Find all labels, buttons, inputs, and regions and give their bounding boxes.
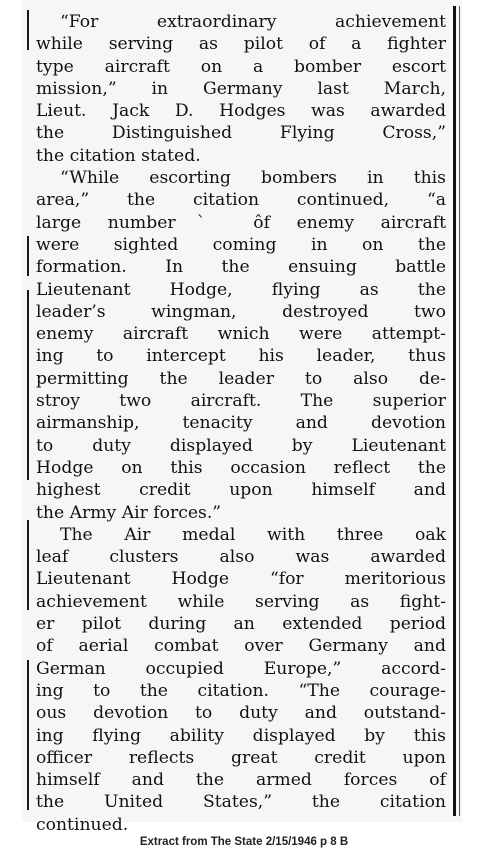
article-line: ing to intercept his leader, thus [36, 346, 446, 367]
article-line: the Distinguished Flying Cross,” [36, 123, 446, 144]
article-line: to duty displayed by Lieutenant [36, 435, 446, 456]
column-rule-left [27, 10, 29, 50]
article-line: the citation stated. [36, 145, 201, 166]
article-body [36, 11, 446, 836]
source-caption: Extract from The State 2/15/1946 p 8 B [139, 836, 349, 848]
column-rule-left [27, 290, 29, 480]
article-line: “For extraordinary achievement [60, 12, 446, 32]
article-line: continued. [36, 814, 129, 835]
article-line: of aerial combat over Germany and [36, 636, 446, 657]
column-rule-left [27, 520, 29, 610]
column-rule-right-thin [459, 6, 460, 816]
article-line: leaf clusters also was awarded [36, 547, 446, 568]
article-line: achievement while serving as fight- [36, 591, 446, 612]
article-line: were sighted coming in on the [36, 234, 446, 255]
article-line: ous devotion to duty and outstand- [36, 703, 446, 724]
article-line: ing to the citation. “The courage- [36, 680, 446, 701]
article-line: type aircraft on a bomber escort [36, 56, 446, 77]
article-line: large numberˋ ôf enemy aircraft [36, 212, 446, 233]
article-line: ing flying ability displayed by this [36, 725, 446, 746]
article-line: German occupied Europe,” accord- [36, 658, 446, 679]
article-line: airmanship, tenacity and devotion [36, 413, 446, 434]
article-line: officer reflects great credit upon [36, 747, 446, 768]
article-line: the United States,” the citation [36, 792, 446, 813]
article-line: Hodge on this occasion reflect the [36, 457, 446, 478]
article-line: the Army Air forces.” [36, 502, 222, 523]
column-rule-left [27, 660, 29, 810]
article-line: Lieutenant Hodge “for meritorious [36, 569, 446, 590]
article-line: while serving as pilot of a fighter [36, 34, 446, 55]
article-line: Lieutenant Hodge, flying as the [36, 279, 446, 300]
article-line: highest credit upon himself and [36, 480, 446, 501]
column-rule-right [453, 6, 456, 816]
article-line: stroy two aircraft. The superior [36, 391, 446, 412]
article-line: “While escorting bombers in this [60, 168, 446, 189]
article-line: The Air medal with three oak [60, 524, 446, 545]
article-line: leader’s wingman, destroyed two [36, 301, 446, 322]
article-line: er pilot during an extended period [36, 614, 446, 635]
article-line: Lieut. Jack D. Hodges was awarded [36, 101, 446, 122]
article-line: formation. In the ensuing battle [36, 257, 446, 278]
article-line: enemy aircraft wnich were attempt- [36, 324, 446, 345]
column-rule-left [27, 236, 29, 276]
article-line: himself and the armed forces of [36, 770, 446, 791]
article-line: mission,” in Germany last March, [36, 78, 446, 99]
article-line: area,” the citation continued, “a [36, 190, 446, 211]
article-line: permitting the leader to also de- [36, 368, 446, 389]
